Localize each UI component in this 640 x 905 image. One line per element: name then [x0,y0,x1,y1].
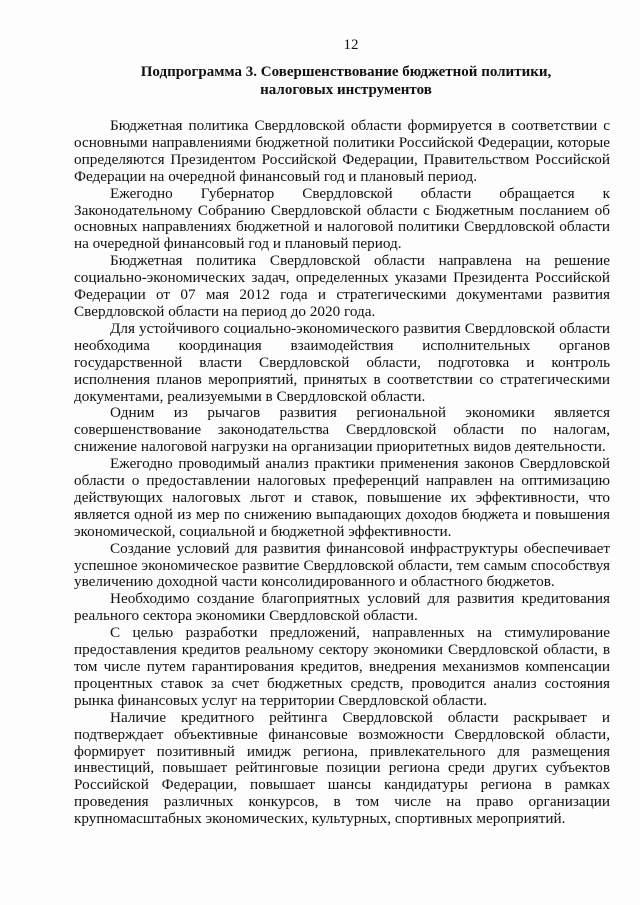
body-text [74,118,610,828]
paragraph: Ежегодно проводимый анализ практики применения законов Свердловской области о предоставлении налоговых преференций направлен на оптимизацию действующих налоговых льгот и ставок, повышение их эффективности, что является одной из мер по снижению выпадающих доходов бюджета и повышения экономической, социальной и бюджетной эффективности. [74,455,610,540]
paragraph: Необходимо создание благоприятных условий для развития кредитования реального сектора экономики Свердловской области. [74,590,610,625]
paragraph: С целью разработки предложений, направленных на стимулирование предоставления кредитов реальному сектору экономики Свердловской области, в том числе путем гарантирования кредитов, внедрения механизмов компенсации процентных ставок за счет бюджетных средств, проводится анализ состояния рынка финансовых услуг на территории Свердловской области. [74,624,610,709]
paragraph: Наличие кредитного рейтинга Свердловской области раскрывает и подтверждает объективные финансовые возможности Свердловской области, формирует позитивный имидж региона, привлекательного для размещения инвестиций, повышает рейтинговые позиции региона среди других субъектов Российской Федерации, повышает шансы кандидатуры региона в рамках проведения различных конкурсов, в том числе на право организации крупномасштабных экономических, культурных, спортивных мероприятий. [74,708,610,828]
paragraph: Бюджетная политика Свердловской области направлена на решение социально-экономических задач, определенных указами Президента Российской Федерации от 07 мая 2012 года и стратегическими документами развития Свердловской области на период до 2020 года. [74,252,610,320]
page-number: 12 [343,37,359,53]
paragraph: Ежегодно Губернатор Свердловской области обращается к Законодательному Собранию Свердловской области с Бюджетным посланием об основных направлениях бюджетной и налоговой политики Свердловской области на очередной финансовый год и плановый период. [74,184,610,253]
paragraph: Для устойчивого социально-экономического развития Свердловской области необходима координация взаимодействия исполнительных органов государственной власти Свердловской области, подготовка и контроль исполнения планов мероприятий, принятых в соответствии со стратегическими документами, реализуемыми в Свердловской области. [74,319,610,405]
section-heading-line-1: Подпрограмма 3. Совершенствование бюджетной политики, [140,64,552,80]
paragraph: Создание условий для развития финансовой инфраструктуры обеспечивает успешное экономическое развитие Свердловской области, тем самым способствуя увеличению доходной части консолидированного и областного бюджетов. [74,539,610,591]
paragraph: Бюджетная политика Свердловской области формируется в соответствии с основными направлениями бюджетной политики Российской Федерации, которые определяются Президентом Российской Федерации, Правительством Российской Федерации на очередной финансовый год и плановый период. [74,117,610,185]
section-heading [74,64,610,99]
section-heading-line-2: налоговых инструментов [260,81,432,98]
paragraph: Одним из рычагов развития региональной экономики является совершенствование законодательства Свердловской области по налогам, снижение налоговой нагрузки на организации приоритетных видов деятельности. [74,404,610,456]
